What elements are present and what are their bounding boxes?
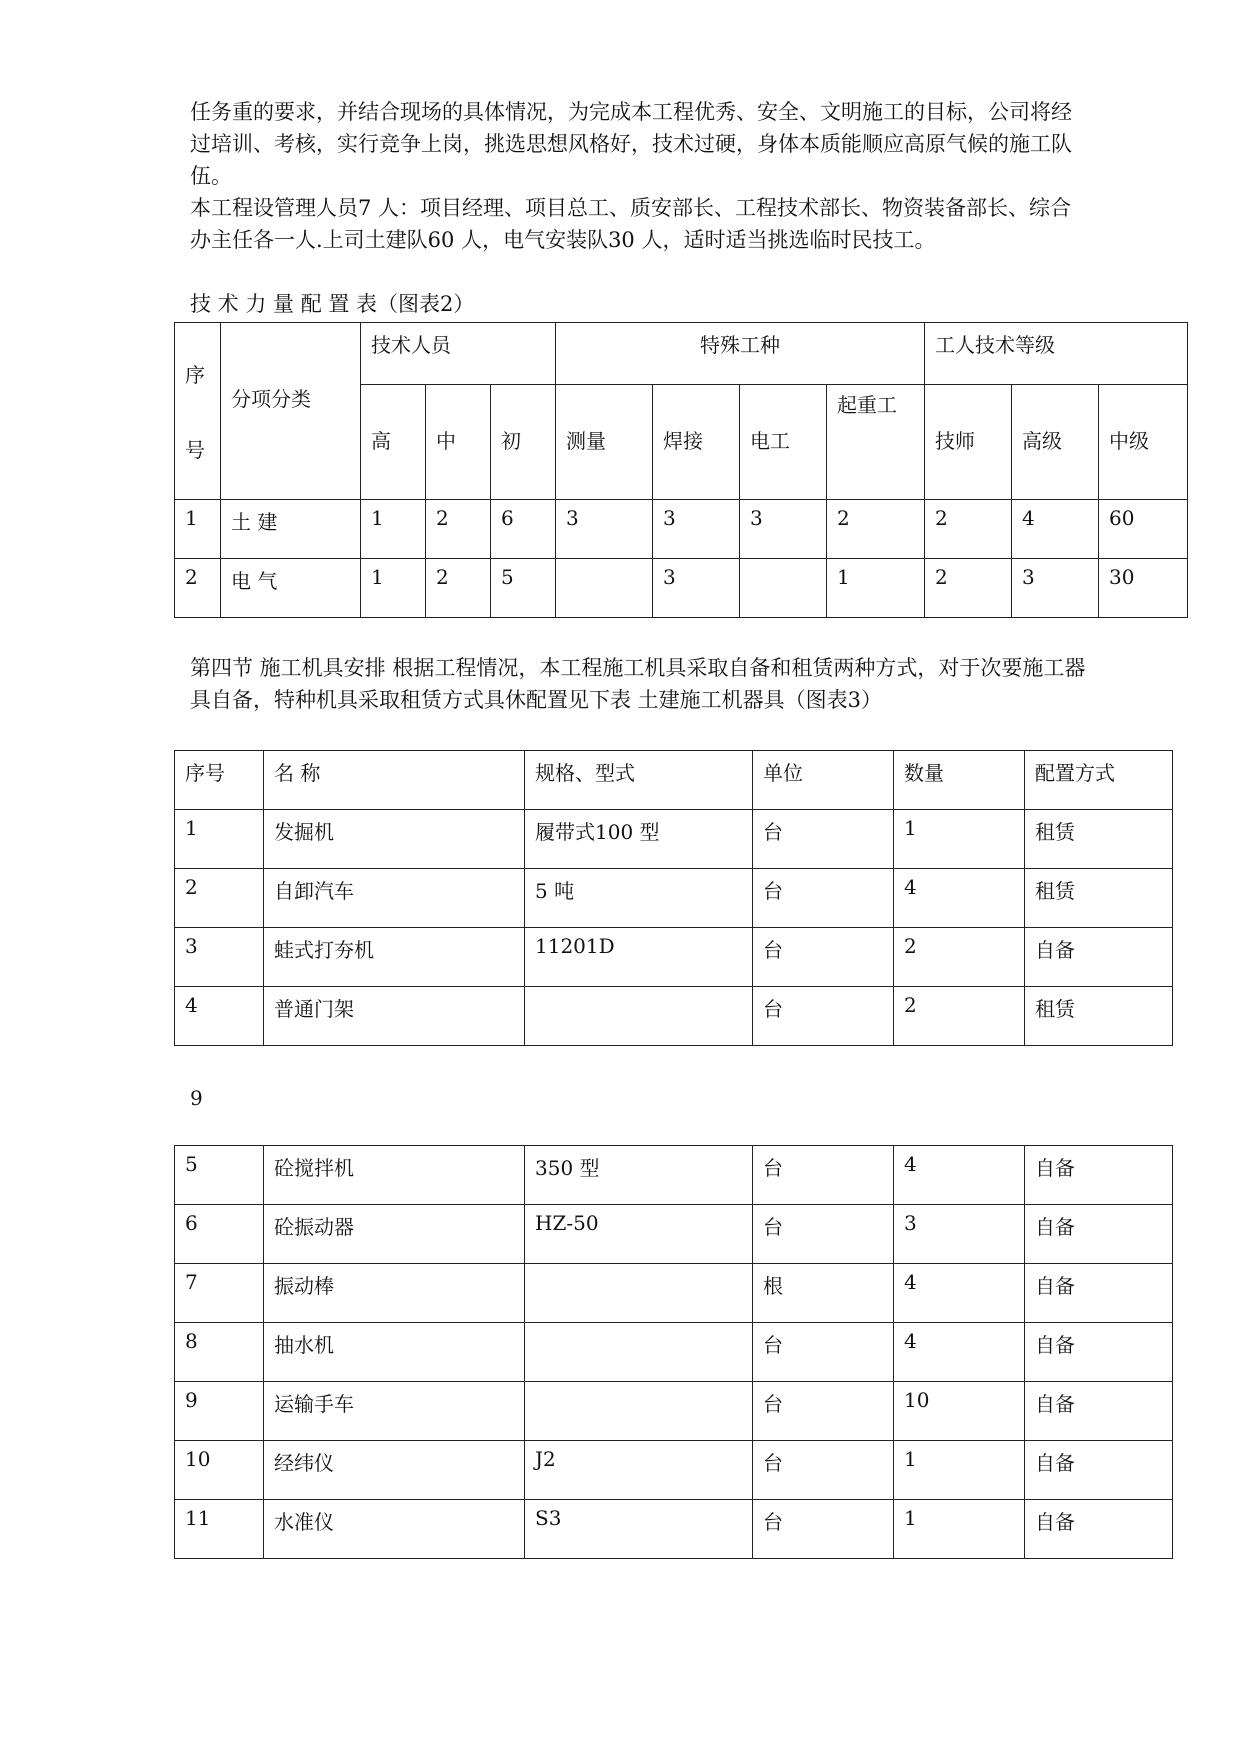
cell-unit: 台 (753, 928, 894, 987)
cell-spec: 5 吨 (525, 869, 753, 928)
subheader-mid-worker: 中级 (1099, 385, 1188, 500)
cell-unit: 台 (753, 1441, 894, 1500)
table-row (175, 869, 1173, 928)
cell-quantity: 4 (894, 1264, 1025, 1323)
subheader-intermediate: 中 (426, 385, 491, 500)
subheader-junior: 初 (491, 385, 556, 500)
table-row (175, 1264, 1173, 1323)
subheader-senior-worker: 高级 (1012, 385, 1099, 500)
cell-unit: 台 (753, 810, 894, 869)
header-quantity: 数量 (894, 751, 1025, 810)
cell-spec: 11201D (525, 928, 753, 987)
header-seq-no: 序号 (175, 751, 264, 810)
header-tech-staff: 技术人员 (361, 323, 556, 385)
cell-spec: 履带式100 型 (525, 810, 753, 869)
cell-name: 经纬仪 (264, 1441, 525, 1500)
header-name: 名 称 (264, 751, 525, 810)
cell-unit: 台 (753, 987, 894, 1046)
cell-quantity: 4 (894, 869, 1025, 928)
equipment-table-part1 (174, 750, 1173, 1046)
cell-spec: J2 (525, 1441, 753, 1500)
cell: 3 (556, 500, 653, 559)
cell: 6 (491, 500, 556, 559)
header-config-method: 配置方式 (1025, 751, 1173, 810)
page-number: 9 (190, 1086, 203, 1110)
subheader-technician: 技师 (925, 385, 1012, 500)
cell-spec: S3 (525, 1500, 753, 1559)
cell-spec (525, 987, 753, 1046)
cell-config: 租赁 (1025, 869, 1173, 928)
cell-config: 自备 (1025, 1146, 1173, 1205)
cell-quantity: 2 (894, 987, 1025, 1046)
cell-unit: 台 (753, 869, 894, 928)
table-row (175, 928, 1173, 987)
table-row (175, 810, 1173, 869)
section4-paragraph: 第四节 施工机具安排 根据工程情况，本工程施工机具采取自备和租赁两种方式，对于次要施工器具自备，特种机具采取租赁方式具休配置见下表 土建施工机器具（图表3） (190, 656, 1086, 712)
subheader-senior: 高 (361, 385, 426, 500)
cell: 2 (925, 500, 1012, 559)
cell-unit: 台 (753, 1500, 894, 1559)
intro-paragraph-1: 任务重的要求，并结合现场的具体情况，为完成本工程优秀、安全、文明施工的目标，公司将经过培训、考核，实行竞争上岗，挑选思想风格好，技术过硬，身体本质能顺应高原气候的施工队伍。 (190, 100, 1072, 188)
cell-name: 自卸汽车 (264, 869, 525, 928)
cell: 4 (1012, 500, 1099, 559)
row-seq: 1 (175, 500, 221, 559)
equipment-table-part2 (174, 1145, 1173, 1559)
cell: 1 (361, 559, 426, 618)
cell-quantity: 2 (894, 928, 1025, 987)
cell-unit: 台 (753, 1382, 894, 1441)
cell (740, 559, 827, 618)
intro-paragraph-2: 本工程设管理人员7 人：项目经理、项目总工、质安部长、工程技术部长、物资装备部长、综合办主任各一人.上司土建队60 人，电气安装队30 人，适时适当挑选临时民技工。 (190, 196, 1072, 252)
cell: 60 (1099, 500, 1188, 559)
cell: 5 (491, 559, 556, 618)
cell-seq: 8 (175, 1323, 264, 1382)
subheader-welding: 焊接 (653, 385, 740, 500)
table-row (175, 1323, 1173, 1382)
row-name: 电 气 (221, 559, 361, 618)
cell-seq: 7 (175, 1264, 264, 1323)
cell-quantity: 10 (894, 1382, 1025, 1441)
subheader-survey: 测量 (556, 385, 653, 500)
cell-unit: 根 (753, 1264, 894, 1323)
cell: 3 (653, 500, 740, 559)
table2-caption: 技 术 力 量 配 置 表（图表2） (190, 292, 475, 316)
cell-quantity: 4 (894, 1146, 1025, 1205)
subheader-electrician: 电工 (740, 385, 827, 500)
cell (556, 559, 653, 618)
cell: 1 (827, 559, 925, 618)
cell-unit: 台 (753, 1323, 894, 1382)
cell-name: 砼振动器 (264, 1205, 525, 1264)
cell-seq: 6 (175, 1205, 264, 1264)
cell: 1 (361, 500, 426, 559)
cell-config: 自备 (1025, 1441, 1173, 1500)
table-row (175, 1205, 1173, 1264)
cell-name: 发掘机 (264, 810, 525, 869)
header-seq-top: 序 (185, 363, 205, 387)
cell-seq: 9 (175, 1382, 264, 1441)
cell-name: 砼搅拌机 (264, 1146, 525, 1205)
cell-config: 自备 (1025, 1382, 1173, 1441)
cell-quantity: 4 (894, 1323, 1025, 1382)
cell-unit: 台 (753, 1205, 894, 1264)
cell-name: 振动棒 (264, 1264, 525, 1323)
cell-quantity: 1 (894, 1441, 1025, 1500)
cell-name: 运输手车 (264, 1382, 525, 1441)
cell-unit: 台 (753, 1146, 894, 1205)
header-seq-bottom: 号 (185, 438, 205, 462)
cell-spec (525, 1264, 753, 1323)
cell: 2 (426, 559, 491, 618)
header-unit: 单位 (753, 751, 894, 810)
cell: 30 (1099, 559, 1188, 618)
cell-name: 普通门架 (264, 987, 525, 1046)
cell-seq: 2 (175, 869, 264, 928)
table-row (175, 987, 1173, 1046)
cell: 2 (925, 559, 1012, 618)
table-row (175, 1146, 1173, 1205)
cell-spec: 350 型 (525, 1146, 753, 1205)
cell-name: 蛙式打夯机 (264, 928, 525, 987)
header-seq (175, 323, 221, 500)
cell-config: 租赁 (1025, 987, 1173, 1046)
cell-name: 抽水机 (264, 1323, 525, 1382)
cell-quantity: 1 (894, 1500, 1025, 1559)
subheader-rigger: 起重工 (827, 385, 925, 500)
cell-seq: 10 (175, 1441, 264, 1500)
cell-seq: 1 (175, 810, 264, 869)
cell-quantity: 1 (894, 810, 1025, 869)
cell-seq: 11 (175, 1500, 264, 1559)
cell-spec: HZ-50 (525, 1205, 753, 1264)
cell-config: 自备 (1025, 1323, 1173, 1382)
cell-seq: 5 (175, 1146, 264, 1205)
cell-seq: 3 (175, 928, 264, 987)
table-row (175, 1382, 1173, 1441)
cell-config: 自备 (1025, 1500, 1173, 1559)
cell-config: 自备 (1025, 1205, 1173, 1264)
table-row (175, 559, 1188, 618)
cell: 2 (827, 500, 925, 559)
tech-strength-table (174, 322, 1188, 618)
cell: 3 (740, 500, 827, 559)
cell-config: 租赁 (1025, 810, 1173, 869)
table-row (175, 1500, 1173, 1559)
cell-config: 自备 (1025, 1264, 1173, 1323)
cell-quantity: 3 (894, 1205, 1025, 1264)
header-category (221, 323, 361, 500)
cell-spec (525, 1382, 753, 1441)
cell-spec (525, 1323, 753, 1382)
cell-config: 自备 (1025, 928, 1173, 987)
header-worker-grade: 工人技术等级 (925, 323, 1188, 385)
row-seq: 2 (175, 559, 221, 618)
table-row (175, 500, 1188, 559)
header-spec: 规格、型式 (525, 751, 753, 810)
cell: 3 (653, 559, 740, 618)
table-row (175, 1441, 1173, 1500)
cell-seq: 4 (175, 987, 264, 1046)
cell: 3 (1012, 559, 1099, 618)
header-special-trades: 特殊工种 (556, 323, 925, 385)
row-name: 土 建 (221, 500, 361, 559)
header-category-label: 分项分类 (231, 387, 311, 411)
cell: 2 (426, 500, 491, 559)
cell-name: 水准仪 (264, 1500, 525, 1559)
